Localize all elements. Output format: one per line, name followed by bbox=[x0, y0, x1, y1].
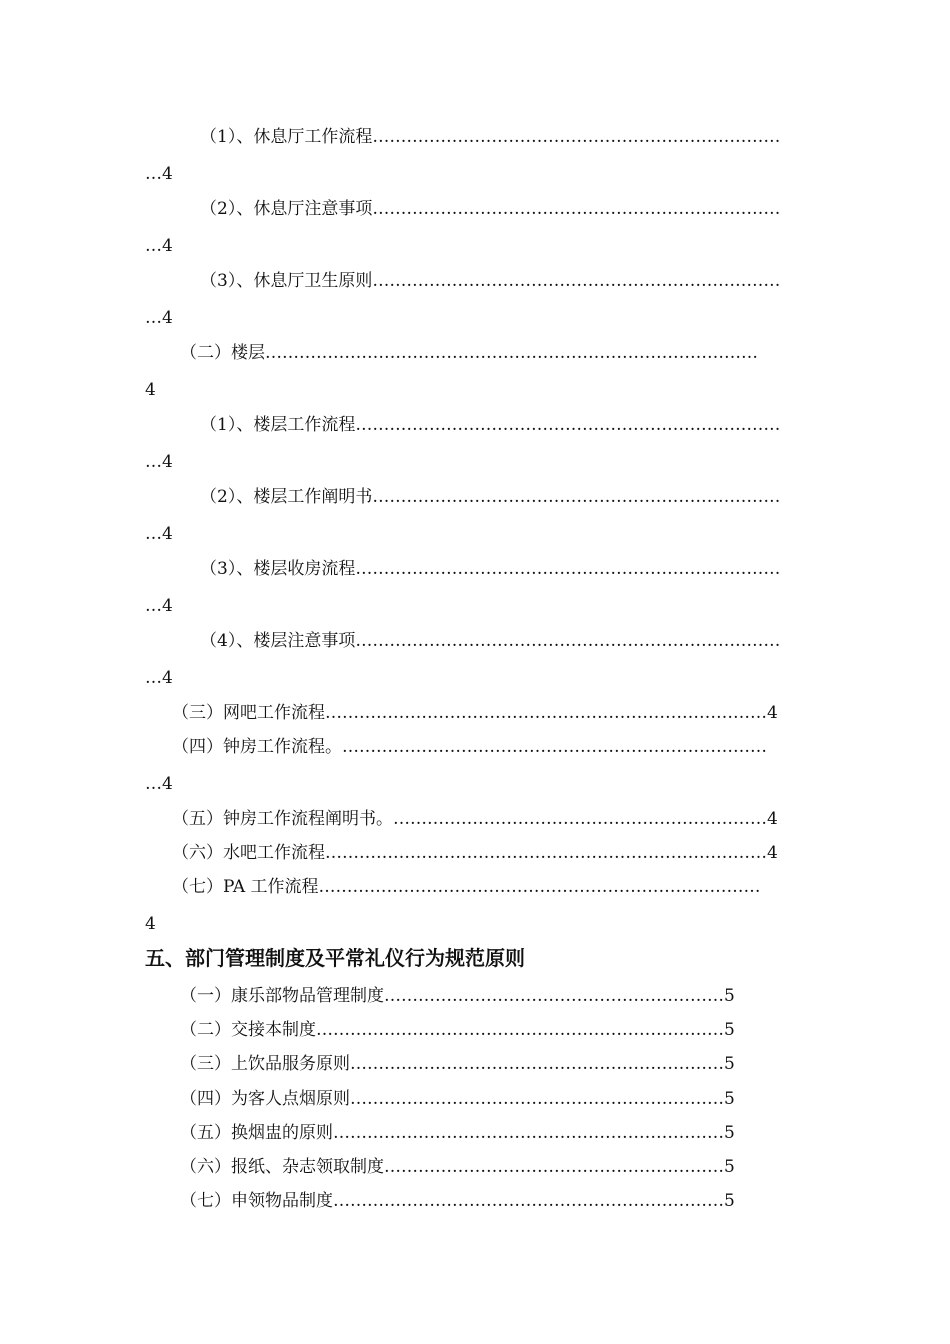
toc-entry-pa-workflow[interactable]: （七）PA 工作流程…………………………………………………………………… bbox=[172, 877, 761, 897]
toc-entry-page-number: …4 bbox=[145, 596, 173, 616]
toc-entry-page-number: …4 bbox=[145, 236, 173, 256]
toc-entry-section-5-1[interactable]: （一）康乐部物品管理制度……………………………………………………5 bbox=[180, 986, 735, 1006]
toc-entry-page-number: …4 bbox=[145, 524, 173, 544]
toc-entry-page-number: …4 bbox=[145, 308, 173, 328]
toc-entry-page-number: …4 bbox=[145, 452, 173, 472]
toc-entry-page-number: 4 bbox=[145, 380, 156, 400]
toc-entry-section-5-6[interactable]: （六）报纸、杂志领取制度……………………………………………………5 bbox=[180, 1157, 735, 1177]
toc-entry-section-5-2[interactable]: （二）交接本制度………………………………………………………………5 bbox=[180, 1020, 735, 1040]
toc-entry-page-number: 4 bbox=[145, 914, 156, 934]
toc-entry-rest-hall-notes[interactable]: （2）、休息厅注意事项……………………………………………………………… bbox=[200, 199, 781, 219]
toc-entry-page-number: …4 bbox=[145, 774, 173, 794]
toc-entry-page-number: …4 bbox=[145, 164, 173, 184]
toc-entry-floor-workflow[interactable]: （1）、楼层工作流程………………………………………………………………… bbox=[200, 415, 781, 435]
toc-entry-section-5-4[interactable]: （四）为客人点烟原则…………………………………………………………5 bbox=[180, 1089, 735, 1109]
toc-entry-clock-room-manual[interactable]: （五）钟房工作流程阐明书。…………………………………………………………4 bbox=[172, 809, 778, 829]
toc-entry-floor-checkout[interactable]: （3）、楼层收房流程………………………………………………………………… bbox=[200, 559, 781, 579]
toc-entry-floor-notes[interactable]: （4）、楼层注意事项………………………………………………………………… bbox=[200, 631, 781, 651]
toc-entry-internet-cafe[interactable]: （三）网吧工作流程……………………………………………………………………4 bbox=[172, 703, 778, 723]
toc-entry-rest-hall-workflow[interactable]: （1）、休息厅工作流程……………………………………………………………… bbox=[200, 127, 781, 147]
toc-entry-section-5-7[interactable]: （七）申领物品制度……………………………………………………………5 bbox=[180, 1191, 735, 1211]
toc-entry-section-5-5[interactable]: （五）换烟盅的原则……………………………………………………………5 bbox=[180, 1123, 735, 1143]
toc-entry-clock-room[interactable]: （四）钟房工作流程。………………………………………………………………… bbox=[172, 737, 767, 757]
toc-entry-page-number: …4 bbox=[145, 668, 173, 688]
toc-entry-water-bar[interactable]: （六）水吧工作流程……………………………………………………………………4 bbox=[172, 843, 778, 863]
toc-entry-section-5-3[interactable]: （三）上饮品服务原则…………………………………………………………5 bbox=[180, 1054, 735, 1074]
toc-entry-rest-hall-hygiene[interactable]: （3）、休息厅卫生原则……………………………………………………………… bbox=[200, 271, 781, 291]
toc-entry-floor-manual[interactable]: （2）、楼层工作阐明书……………………………………………………………… bbox=[200, 487, 781, 507]
toc-entry-floors[interactable]: （二）楼层…………………………………………………………………………… bbox=[180, 343, 758, 363]
section-heading: 五、部门管理制度及平常礼仪行为规范原则 bbox=[145, 946, 525, 970]
